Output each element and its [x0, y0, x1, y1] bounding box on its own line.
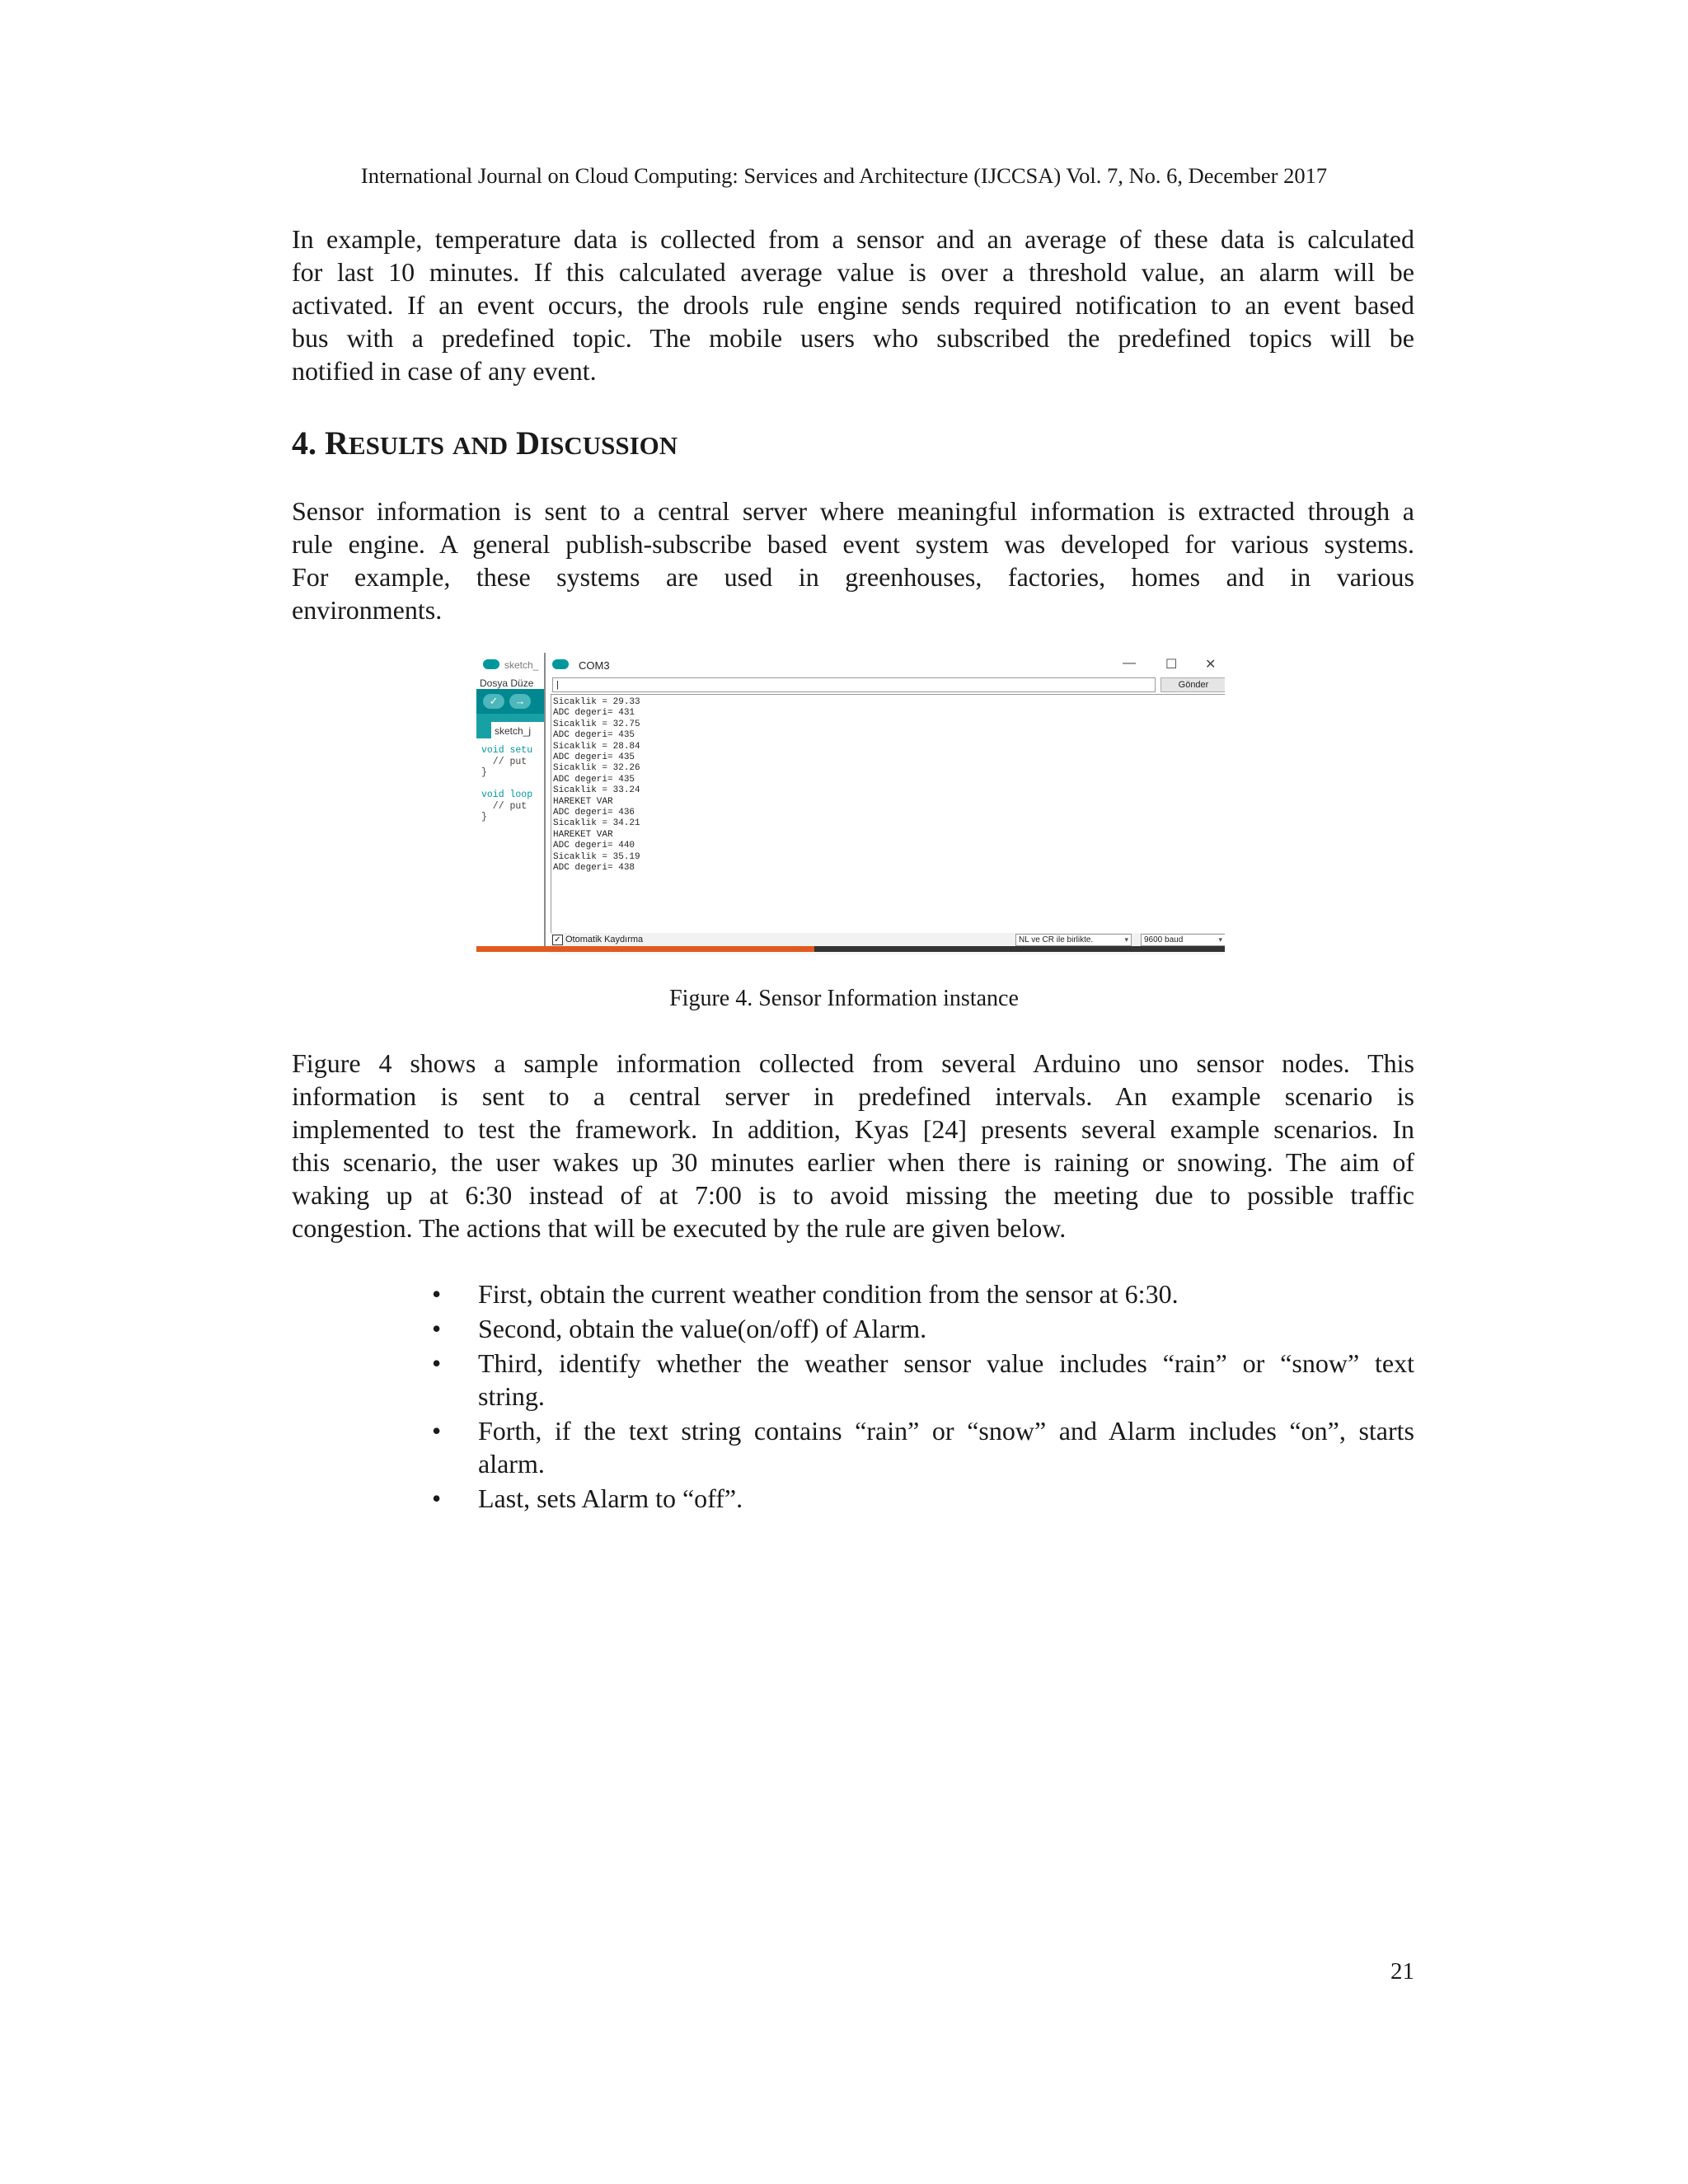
section-number: 4. — [292, 424, 316, 462]
list-item — [292, 1312, 1414, 1345]
list-item — [292, 1347, 1414, 1413]
text-line: rule engine. A general publish-subscribe based event system was developed for various systems. — [292, 529, 1414, 559]
code-line: // put — [481, 800, 528, 812]
running-header: International Journal on Cloud Computing: Services and Architecture (IJCCSA) Vol. 7, No. 6, December 2017 — [360, 163, 1328, 188]
list-item-text — [478, 1312, 1414, 1345]
text-line: environments. — [292, 595, 443, 625]
serial-line: ADC degeri= 435 — [553, 752, 635, 763]
ide-console-strip — [814, 946, 1225, 952]
text-line: alarm. — [478, 1449, 545, 1479]
list-item-text — [478, 1347, 1414, 1413]
arduino-logo-icon — [483, 659, 499, 669]
ide-tab[interactable]: sketch_j — [491, 722, 547, 740]
line-ending-value: NL ve CR ile birlikte. — [1019, 935, 1094, 944]
code-line: void setu — [481, 745, 533, 756]
serial-line: ADC degeri= 438 — [553, 863, 635, 874]
baud-value: 9600 baud — [1144, 935, 1184, 944]
text-line: waking up at 6:30 instead of at 7:00 is to avoid missing the meeting due to possible traffic — [292, 1180, 1414, 1210]
text-line: Figure 4 shows a sample information collected from several Arduino uno sensor nodes. This — [292, 1048, 1414, 1078]
bullet-icon: • — [432, 1314, 442, 1343]
list-item — [292, 1277, 1414, 1310]
text-line: Third, identify whether the weather sensor value includes “rain” or “snow” text — [478, 1348, 1414, 1378]
serial-monitor-figure — [476, 653, 1225, 954]
line-ending-select[interactable] — [1015, 934, 1132, 946]
serial-output — [551, 694, 1225, 935]
serial-input[interactable]: | — [552, 677, 1156, 692]
serial-line: Sicaklik = 29.33 — [553, 697, 640, 707]
text-line: this scenario, the user wakes up 30 minutes earlier when there is raining or snowing. The aim of — [292, 1147, 1414, 1177]
text-line: Sensor information is sent to a central server where meaningful information is extracted through a — [292, 496, 1414, 526]
list-item-text — [478, 1414, 1414, 1480]
baud-select[interactable] — [1141, 934, 1225, 946]
text-line: For example, these systems are used in greenhouses, factories, homes and in various — [292, 562, 1414, 592]
heading-initial: D — [516, 424, 541, 462]
serial-line: ADC degeri= 435 — [553, 774, 635, 785]
serial-line: ADC degeri= 431 — [553, 708, 635, 719]
section-heading — [292, 424, 678, 462]
list-item — [292, 1414, 1414, 1480]
heading-initial: R — [325, 424, 349, 462]
serial-line: ADC degeri= 436 — [553, 808, 635, 818]
serial-title: COM3 — [579, 659, 610, 672]
code-line: } — [481, 767, 487, 778]
bullet-icon: • — [432, 1416, 442, 1446]
text-line: for last 10 minutes. If this calculated average value is over a threshold value, an alarm will be — [292, 257, 1414, 287]
text-line: bus with a predefined topic. The mobile users who subscribed the predefined topics will be — [292, 323, 1414, 353]
text-line: In example, temperature data is collected from a sensor and an average of these data is calculated — [292, 224, 1414, 254]
code-line: // put — [481, 756, 528, 767]
ide-toolbar — [476, 689, 547, 714]
serial-line: Sicaklik = 32.26 — [553, 763, 640, 774]
heading-smallcaps: AND — [452, 431, 509, 460]
serial-line: Sicaklik = 35.19 — [553, 851, 640, 862]
arduino-logo-icon — [552, 659, 569, 669]
text-line: Second, obtain the value(on/off) of Alarm. — [478, 1314, 927, 1343]
send-button[interactable]: Gönder — [1160, 677, 1225, 692]
serial-line: Sicaklik = 28.84 — [553, 741, 640, 752]
results-paragraph — [292, 494, 1414, 626]
ide-menu[interactable]: Dosya Düze — [480, 677, 534, 689]
heading-smallcaps: ISCUSSION — [540, 431, 678, 460]
close-icon[interactable]: ✕ — [1205, 658, 1217, 672]
serial-output-lines — [553, 697, 640, 874]
code-line: } — [481, 812, 487, 823]
text-line: activated. If an event occurs, the drools rule engine sends required notification to an event based — [292, 290, 1414, 320]
verify-icon[interactable]: ✓ — [483, 694, 504, 709]
action-list — [292, 1277, 1414, 1516]
text-line: First, obtain the current weather condition from the sensor at 6:30. — [478, 1279, 1179, 1309]
list-item-text — [478, 1277, 1414, 1310]
maximize-icon[interactable]: ☐ — [1165, 658, 1178, 672]
autoscroll-label: Otomatik Kaydırma — [565, 935, 644, 944]
serial-line: HAREKET VAR — [553, 829, 613, 840]
chevron-down-icon: ▾ — [1218, 935, 1222, 944]
serial-line: Sicaklik = 33.24 — [553, 785, 640, 796]
text-line: information is sent to a central server in predefined intervals. An example scenario is — [292, 1081, 1414, 1111]
text-line: implemented to test the framework. In addition, Kyas [24] presents several example scenarios. In — [292, 1114, 1414, 1144]
serial-status-bar — [551, 933, 1225, 946]
serial-line: Sicaklik = 32.75 — [553, 719, 640, 729]
chevron-down-icon: ▾ — [1124, 935, 1128, 944]
text-line: Forth, if the text string contains “rain” or “snow” and Alarm includes “on”, starts — [478, 1416, 1414, 1446]
code-line: void loop — [481, 790, 533, 800]
intro-paragraph — [292, 223, 1414, 387]
list-item-text — [478, 1482, 1414, 1515]
heading-smallcaps: ESULTS — [348, 431, 444, 460]
bullet-icon: • — [432, 1483, 442, 1513]
arduino-ide-window — [476, 653, 547, 954]
list-item — [292, 1482, 1414, 1515]
serial-line: HAREKET VAR — [553, 796, 613, 807]
ide-title: sketch_ — [504, 659, 539, 671]
text-line: congestion. The actions that will be executed by the rule are given below. — [292, 1213, 1067, 1243]
serial-line: ADC degeri= 435 — [553, 730, 635, 741]
minimize-icon[interactable]: — — [1123, 656, 1136, 670]
serial-monitor-window — [544, 653, 1225, 946]
page-number: 21 — [1390, 1958, 1414, 1985]
upload-icon[interactable]: → — [509, 694, 531, 709]
serial-line: ADC degeri= 440 — [553, 841, 635, 851]
text-line: string. — [478, 1381, 545, 1411]
bullet-icon: • — [432, 1348, 442, 1378]
ide-code — [481, 745, 532, 823]
serial-line: Sicaklik = 34.21 — [553, 818, 640, 829]
figure-caption: Figure 4. Sensor Information instance — [669, 986, 1019, 1011]
scenario-paragraph — [292, 1047, 1414, 1244]
autoscroll-checkbox[interactable]: ✓ — [552, 935, 563, 945]
text-line: notified in case of any event. — [292, 356, 597, 386]
bullet-icon: • — [432, 1279, 442, 1309]
text-line: Last, sets Alarm to “off”. — [478, 1483, 743, 1513]
